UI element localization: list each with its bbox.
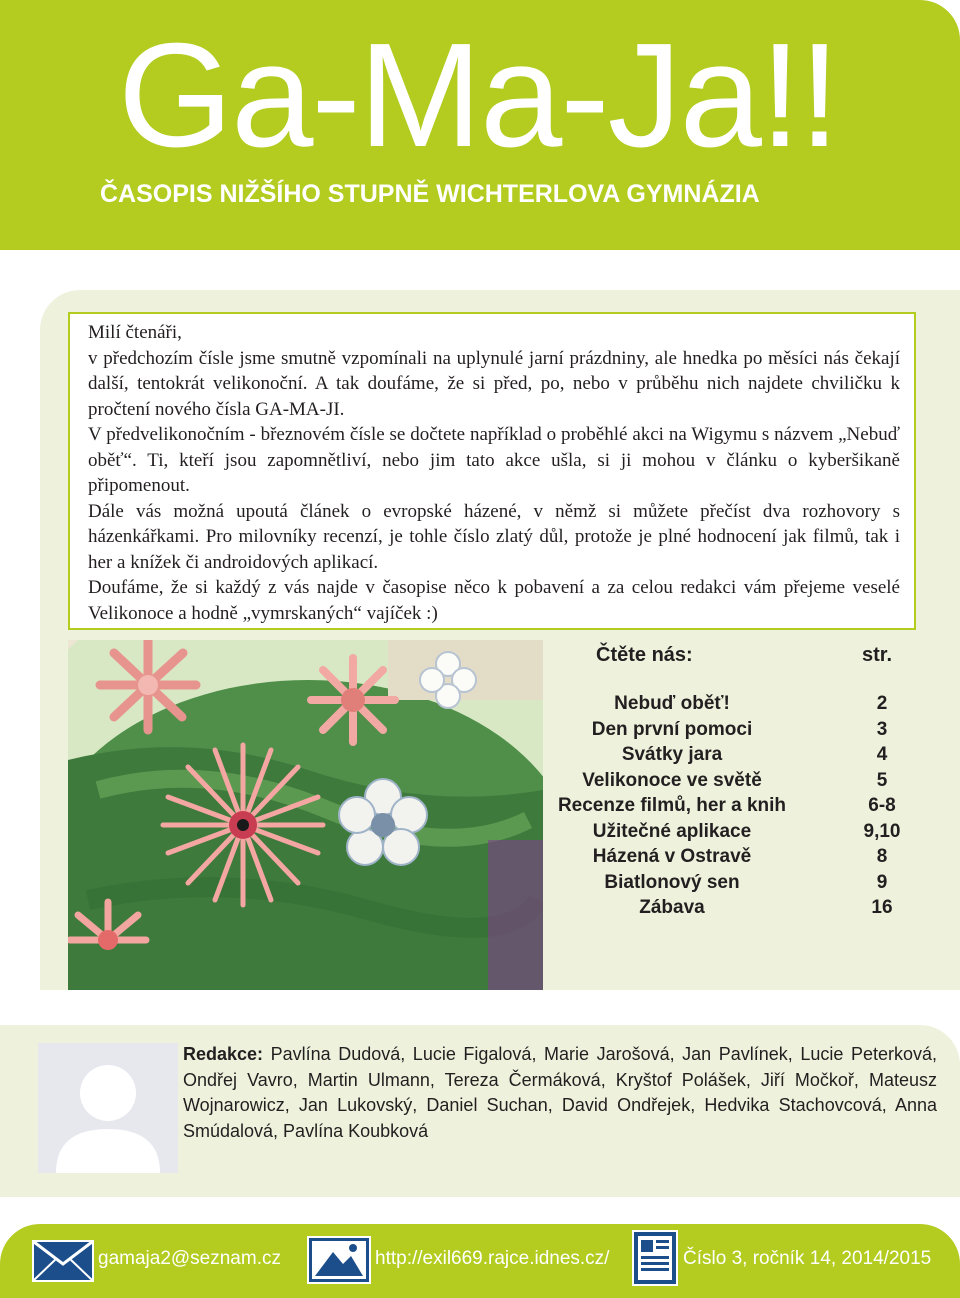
toc-page-heading: str. bbox=[862, 644, 893, 666]
toc-item-title: Nebuď oběť! bbox=[614, 693, 730, 714]
editorial-paragraph: V předvelikonočním - březnovém čísle se dočtete například o proběhlé akci na Wigymu s názvem „Nebuď oběť“. Ti, kteří jsou zapomnětliví, nebo jim tato akce ušla, si ji mohou v článku o kyberšikaně připomenout. bbox=[88, 424, 900, 496]
magazine-title: Ga-Ma-Ja!! bbox=[118, 13, 839, 178]
magazine-subtitle: ČASOPIS NIŽŠÍHO STUPNĚ WICHTERLOVA GYMNÁZIA bbox=[100, 180, 760, 208]
toc-item-title: Užitečné aplikace bbox=[592, 821, 752, 842]
toc-item-page: 5 bbox=[876, 770, 888, 791]
staff-names: Pavlína Dudová, Lucie Figalová, Marie Jarošová, Jan Pavlínek, Lucie Peterková, Ondřej Vavro, Martin Ulmann, Tereza Čermáková, Kryštof Polášek, Jiří Močkoř, Mateusz Wojnarowicz, Jan Lukovský, Daniel Suchan, David Ondřejek, Hedvika Stachovcová, Anna Smúdalová, Pavlína Koubková bbox=[183, 1044, 937, 1141]
toc-heading: Čtěte nás: bbox=[596, 644, 693, 666]
editorial-paragraph: Doufáme, že si každý z vás najde v časopise něco k pobavení a za celou redakci vám přejeme veselé Velikonoce a hodně „vymrskaných“ vajíček :) bbox=[88, 577, 900, 624]
image-icon bbox=[307, 1236, 371, 1284]
editorial-text bbox=[88, 320, 900, 626]
toc-item-title: Velikonoce ve světě bbox=[582, 770, 762, 791]
toc-item-page: 6-8 bbox=[868, 795, 896, 816]
footer-website[interactable]: http://exil669.rajce.idnes.cz/ bbox=[375, 1248, 610, 1269]
toc-item-page: 4 bbox=[876, 744, 888, 765]
flowers-photo bbox=[68, 640, 543, 990]
toc-item-page: 9 bbox=[876, 872, 888, 893]
header-banner bbox=[0, 0, 960, 250]
toc-item-title: Den první pomoci bbox=[591, 719, 753, 740]
toc-item-page: 8 bbox=[876, 846, 888, 867]
avatar bbox=[38, 1043, 178, 1173]
toc-item-title: Biatlonový sen bbox=[604, 872, 740, 893]
envelope-icon bbox=[32, 1240, 94, 1282]
toc-item-page: 3 bbox=[876, 719, 888, 740]
user-placeholder-icon bbox=[38, 1043, 178, 1173]
editorial-box bbox=[68, 312, 916, 630]
editorial-paragraph: v předchozím čísle jsme smutně vzpomínali na uplynulé jarní prázdniny, ale hnedka po měsíci nás čekají další, tentokrát velikonoční. A tak doufáme, že si před, po, nebo v průběhu nich najdete chviličku k pročtení nového čísla GA-MA-JI. bbox=[88, 347, 900, 420]
toc-item-title: Zábava bbox=[639, 897, 705, 918]
newspaper-icon bbox=[632, 1230, 678, 1286]
toc-item-title: Svátky jara bbox=[621, 744, 723, 765]
toc-item-page: 9,10 bbox=[863, 821, 901, 842]
toc-item-title: Házená v Ostravě bbox=[592, 846, 752, 867]
toc-item-page: 2 bbox=[876, 693, 888, 714]
footer-issue: Číslo 3, ročník 14, 2014/2015 bbox=[683, 1248, 932, 1269]
staff-label: Redakce: bbox=[183, 1044, 264, 1064]
toc-item-title: Recenze filmů, her a knih bbox=[557, 795, 787, 816]
paper-flowers-image bbox=[68, 640, 543, 990]
editorial-paragraph: Milí čtenáři, bbox=[88, 322, 182, 343]
staff-list bbox=[183, 1042, 937, 1144]
toc-item-page: 16 bbox=[871, 897, 893, 918]
editorial-paragraph: Dále vás možná upoutá článek o evropské házené, v němž si můžete přečíst dva rozhovory s házenkářkami. Pro milovníky recenzí, je tohle číslo zlatý důl, protože je plné hodnocení jak filmů, tak i her a knížek či androidových aplikací. bbox=[88, 500, 900, 573]
footer-email[interactable]: gamaja2@seznam.cz bbox=[98, 1248, 281, 1269]
